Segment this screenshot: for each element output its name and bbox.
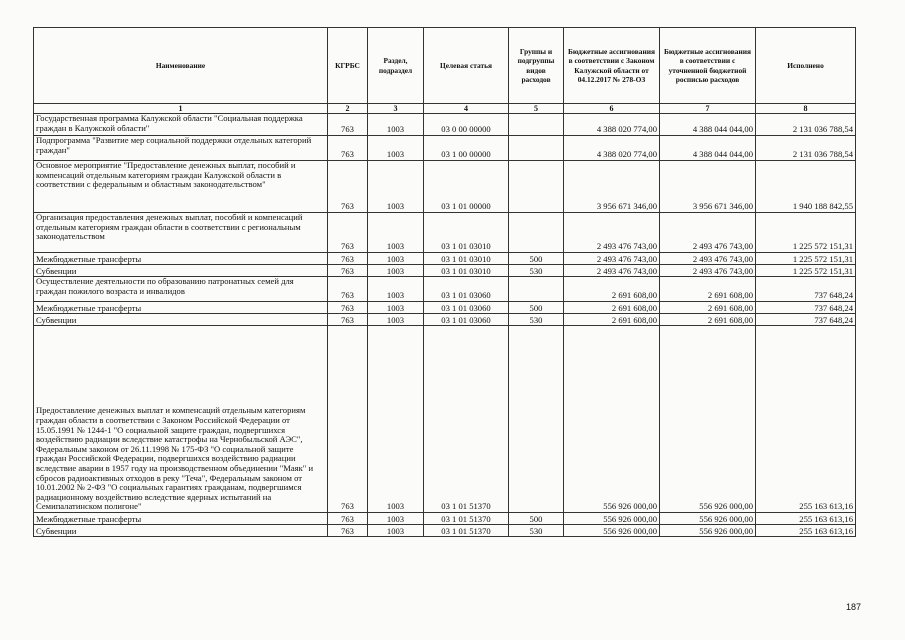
row-kgrbs: 763: [328, 302, 368, 314]
row-name: Субвенции: [34, 525, 328, 537]
row-name: Субвенции: [34, 265, 328, 277]
row-zakon: 3 956 671 346,00: [564, 161, 660, 213]
row-razdel: 1003: [368, 314, 424, 326]
row-ispolneno: 255 163 613,16: [756, 326, 856, 513]
row-tselevaya: 03 1 01 03010: [424, 253, 509, 265]
table-row: [34, 326, 856, 513]
row-ispolneno: 255 163 613,16: [756, 513, 856, 525]
row-tselevaya: 03 0 00 00000: [424, 114, 509, 136]
row-kgrbs: 763: [328, 253, 368, 265]
row-kgrbs: 763: [328, 265, 368, 277]
row-name: Подпрограмма "Развитие мер социальной поддержки отдельных категорий граждан": [34, 136, 328, 161]
row-ispolneno: 737 648,24: [756, 302, 856, 314]
row-tselevaya: 03 1 01 03010: [424, 213, 509, 253]
row-vid: 500: [509, 253, 564, 265]
row-ispolneno: 1 225 572 151,31: [756, 253, 856, 265]
row-razdel: 1003: [368, 213, 424, 253]
row-tselevaya: 03 1 01 51370: [424, 326, 509, 513]
row-rospis: 4 388 044 044,00: [660, 114, 756, 136]
row-vid: [509, 277, 564, 302]
row-razdel: 1003: [368, 326, 424, 513]
header-rospis: Бюджетные ассигнования в соответствии с уточненной бюджетной росписью расходов: [660, 28, 756, 104]
header-kgrbs: КГРБС: [328, 28, 368, 104]
table-row: [34, 114, 856, 136]
row-tselevaya: 03 1 01 00000: [424, 161, 509, 213]
header-vid: Группы и подгруппы видов расходов: [509, 28, 564, 104]
row-vid: 500: [509, 513, 564, 525]
row-zakon: 2 691 608,00: [564, 302, 660, 314]
row-name: Организация предоставления денежных выплат, пособий и компенсаций отдельным категориям граждан области в соответствии с региональным законодательством: [34, 213, 328, 253]
row-rospis: 2 493 476 743,00: [660, 253, 756, 265]
row-ispolneno: 737 648,24: [756, 277, 856, 302]
row-kgrbs: 763: [328, 136, 368, 161]
table-row: [34, 161, 856, 213]
row-kgrbs: 763: [328, 213, 368, 253]
row-ispolneno: 1 225 572 151,31: [756, 213, 856, 253]
row-tselevaya: 03 1 01 03060: [424, 302, 509, 314]
row-name: Межбюджетные трансферты: [34, 513, 328, 525]
row-ispolneno: 1 225 572 151,31: [756, 265, 856, 277]
row-rospis: 2 493 476 743,00: [660, 213, 756, 253]
table-row: [34, 525, 856, 537]
row-tselevaya: 03 1 01 03060: [424, 277, 509, 302]
row-zakon: 2 691 608,00: [564, 314, 660, 326]
row-vid: 530: [509, 314, 564, 326]
row-kgrbs: 763: [328, 525, 368, 537]
column-number: 6: [564, 104, 660, 114]
row-kgrbs: 763: [328, 314, 368, 326]
row-rospis: 4 388 044 044,00: [660, 136, 756, 161]
row-vid: [509, 213, 564, 253]
row-ispolneno: 1 940 188 842,55: [756, 161, 856, 213]
row-rospis: 556 926 000,00: [660, 326, 756, 513]
row-vid: [509, 114, 564, 136]
row-name: Межбюджетные трансферты: [34, 302, 328, 314]
row-razdel: 1003: [368, 513, 424, 525]
header-tselevaya: Целевая статья: [424, 28, 509, 104]
table-row: [34, 314, 856, 326]
budget-table: [33, 27, 856, 537]
row-kgrbs: 763: [328, 114, 368, 136]
row-ispolneno: 2 131 036 788,54: [756, 114, 856, 136]
column-number: 2: [328, 104, 368, 114]
row-kgrbs: 763: [328, 161, 368, 213]
row-razdel: 1003: [368, 265, 424, 277]
row-kgrbs: 763: [328, 326, 368, 513]
row-rospis: 2 493 476 743,00: [660, 265, 756, 277]
row-name: Межбюджетные трансферты: [34, 253, 328, 265]
row-rospis: 2 691 608,00: [660, 277, 756, 302]
row-zakon: 556 926 000,00: [564, 525, 660, 537]
header-razdel: Раздел, подраздел: [368, 28, 424, 104]
table-row: [34, 265, 856, 277]
row-razdel: 1003: [368, 302, 424, 314]
row-name: Субвенции: [34, 314, 328, 326]
row-rospis: 2 691 608,00: [660, 314, 756, 326]
row-razdel: 1003: [368, 525, 424, 537]
row-vid: [509, 136, 564, 161]
table-row: [34, 213, 856, 253]
row-zakon: 4 388 020 774,00: [564, 114, 660, 136]
column-number: 7: [660, 104, 756, 114]
table-row: [34, 277, 856, 302]
row-ispolneno: 737 648,24: [756, 314, 856, 326]
page-number: 187: [846, 602, 862, 612]
column-number: 8: [756, 104, 856, 114]
row-vid: 530: [509, 265, 564, 277]
row-ispolneno: 2 131 036 788,54: [756, 136, 856, 161]
row-razdel: 1003: [368, 136, 424, 161]
row-vid: 530: [509, 525, 564, 537]
column-number: 1: [34, 104, 328, 114]
row-rospis: 556 926 000,00: [660, 513, 756, 525]
row-zakon: 2 493 476 743,00: [564, 265, 660, 277]
row-name: Предоставление денежных выплат и компенсаций отдельным категориям граждан области в соответствии с Законом Российской Федерации от 15.05.1991 № 1244-1 "О социальной защите граждан, подвергшихся воздействию радиации вследствие катастрофы на Чернобыльской АЭС", Федеральным законом от 26.11.1998 № 175-ФЗ "О социальной защите граждан Российской Федерации, подвергшихся воздействию радиации вследствие аварии в 1957 году на производственном объединении "Маяк" и сбросов радиоактивных отходов в реку "Теча", Федеральным законом от 10.01.2002 № 2-ФЗ "О социальных гарантиях гражданам, подвергшимся радиационному воздействию вследствие ядерных испытаний на Семипалатинском полигоне": [34, 326, 328, 513]
row-tselevaya: 03 1 01 51370: [424, 525, 509, 537]
row-razdel: 1003: [368, 253, 424, 265]
row-zakon: 4 388 020 774,00: [564, 136, 660, 161]
row-kgrbs: 763: [328, 277, 368, 302]
row-tselevaya: 03 1 01 03060: [424, 314, 509, 326]
column-number: 5: [509, 104, 564, 114]
row-razdel: 1003: [368, 277, 424, 302]
row-zakon: 556 926 000,00: [564, 513, 660, 525]
row-rospis: 2 691 608,00: [660, 302, 756, 314]
table-row: [34, 302, 856, 314]
column-number-row: [34, 104, 856, 114]
row-ispolneno: 255 163 613,16: [756, 525, 856, 537]
row-rospis: 556 926 000,00: [660, 525, 756, 537]
row-name: Основное мероприятие "Предоставление денежных выплат, пособий и компенсаций отдельным категориям граждан Калужской области в соответствии с федеральным и областным законодательством": [34, 161, 328, 213]
table-row: [34, 136, 856, 161]
table-row: [34, 513, 856, 525]
header-name: Наименование: [34, 28, 328, 104]
row-zakon: 2 691 608,00: [564, 277, 660, 302]
column-number: 4: [424, 104, 509, 114]
row-razdel: 1003: [368, 114, 424, 136]
table-row: [34, 253, 856, 265]
row-tselevaya: 03 1 00 00000: [424, 136, 509, 161]
row-zakon: 2 493 476 743,00: [564, 253, 660, 265]
header-zakon: Бюджетные ассигнования в соответствии с Законом Калужской области от 04.12.2017 № 278-ОЗ: [564, 28, 660, 104]
row-kgrbs: 763: [328, 513, 368, 525]
header-ispolneno: Исполнено: [756, 28, 856, 104]
row-tselevaya: 03 1 01 51370: [424, 513, 509, 525]
row-tselevaya: 03 1 01 03010: [424, 265, 509, 277]
row-vid: [509, 326, 564, 513]
table-header-row: [34, 28, 856, 104]
row-name: Осуществление деятельности по образованию патронатных семей для граждан пожилого возраста и инвалидов: [34, 277, 328, 302]
column-number: 3: [368, 104, 424, 114]
row-zakon: 2 493 476 743,00: [564, 213, 660, 253]
row-name: Государственная программа Калужской области "Социальная поддержка граждан в Калужской области": [34, 114, 328, 136]
row-vid: [509, 161, 564, 213]
row-zakon: 556 926 000,00: [564, 326, 660, 513]
row-vid: 500: [509, 302, 564, 314]
row-rospis: 3 956 671 346,00: [660, 161, 756, 213]
row-razdel: 1003: [368, 161, 424, 213]
